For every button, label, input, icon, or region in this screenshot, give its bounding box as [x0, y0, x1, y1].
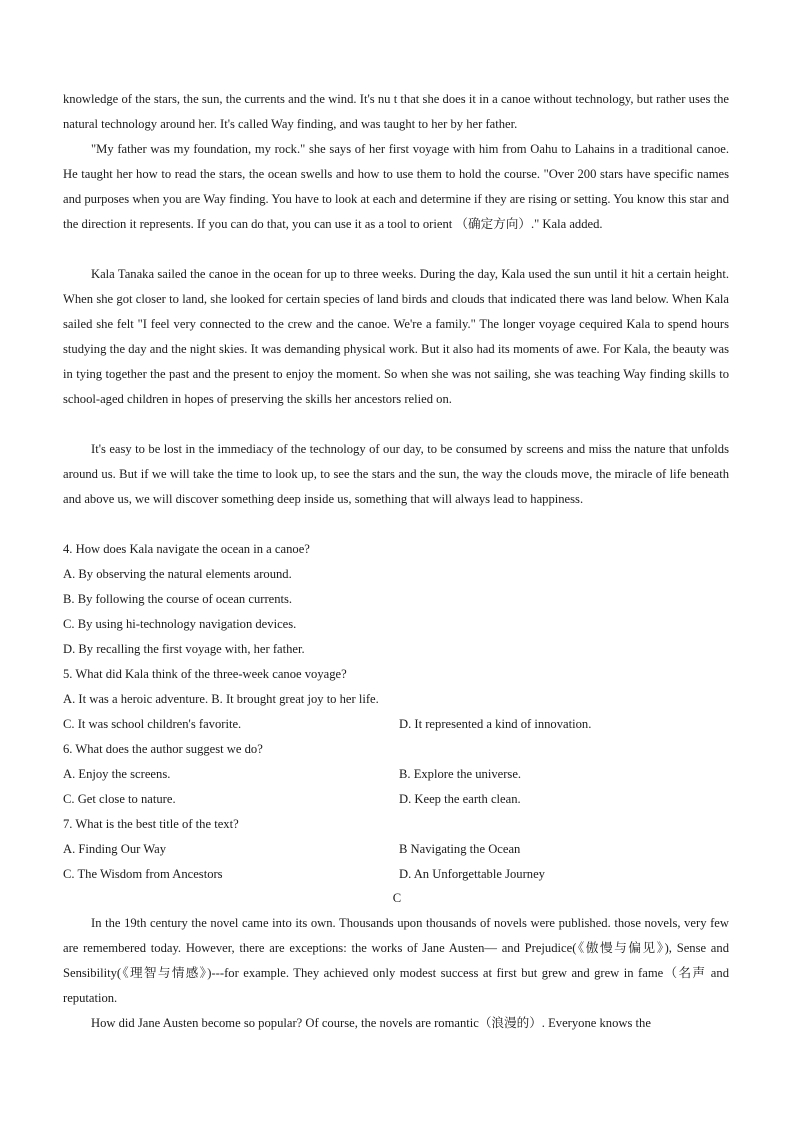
question-4-option-d[interactable]: D. By recalling the first voyage with, her father.	[63, 642, 305, 656]
section-c-heading: C	[392, 891, 402, 905]
question-7-option-c[interactable]: C. The Wisdom from Ancestors	[63, 867, 223, 881]
question-7-option-d[interactable]: D. An Unforgettable Journey	[399, 867, 545, 881]
question-7-option-b[interactable]: B Navigating the Ocean	[399, 842, 521, 856]
question-4-option-a[interactable]: A. By observing the natural elements around.	[63, 567, 292, 581]
question-5-option-d[interactable]: D. It represented a kind of innovation.	[399, 717, 592, 731]
question-6-option-b[interactable]: B. Explore the universe.	[399, 767, 522, 781]
passage-b-paragraph-father: "My father was my foundation, my rock." she says of her first voyage with him from Oahu to Lahains in a traditional canoe. He taught her how to read the stars, the ocean swells and how to use them to hold the course. "Over 200 stars have specific names and purposes when you are Way finding. You have to look at each and determine if they are rising or setting. You know this star and the direction it represents. If you can do that, you can use it as a tool to orient （确定方向）." Kala added.	[63, 142, 729, 231]
question-6-option-c[interactable]: C. Get close to nature.	[63, 792, 176, 806]
question-5-options-a-b[interactable]: A. It was a heroic adventure. B. It brought great joy to her life.	[63, 692, 379, 706]
section-c-paragraph-2: How did Jane Austen become so popular? Of course, the novels are romantic（浪漫的）. Everyone knows the	[91, 1016, 651, 1030]
question-5-stem: 5. What did Kala think of the three-week canoe voyage?	[63, 667, 347, 681]
section-c-paragraph-1: In the 19th century the novel came into its own. Thousands upon thousands of novels were published. those novels, very few are remembered today. However, there are exceptions: the works of Jane Austen— and Prejudice(《傲慢与偏见》), Sense and Sensibility(《理智与情感》)---for example. They achieved only modest success at first but grew and grew in fame（名声 and reputation.	[63, 916, 729, 1005]
passage-b-paragraph-conclusion: It's easy to be lost in the immediacy of the technology of our day, to be consumed by screens and miss the nature that unfolds around us. But if we will take the time to look up, to see the stars and the sun, the way the clouds move, the miracle of life beneath and above us, we will discover something deep inside us, something that will always lead to happiness.	[63, 442, 729, 506]
question-7-option-a[interactable]: A. Finding Our Way	[63, 842, 167, 856]
passage-b-paragraph-continued: knowledge of the stars, the sun, the currents and the wind. It's nu t that she does it in a canoe without technology, but rather uses the natural technology around her. It's called Way finding, and was taught to her by her father.	[63, 92, 729, 131]
question-6-option-d[interactable]: D. Keep the earth clean.	[399, 792, 521, 806]
question-7-stem: 7. What is the best title of the text?	[63, 817, 239, 831]
question-5-option-c[interactable]: C. It was school children's favorite.	[63, 717, 242, 731]
question-4-option-b[interactable]: B. By following the course of ocean currents.	[63, 592, 293, 606]
passage-b-paragraph-voyage: Kala Tanaka sailed the canoe in the ocean for up to three weeks. During the day, Kala used the sun until it hit a certain height. When she got closer to land, she looked for certain species of land birds and clouds that indicated there was land below. When Kala sailed she felt "I feel very connected to the crew and the canoe. We're a family." The longer voyage cequired Kala to spend hours studying the day and the night skies. It was demanding physical work. But it also had its moments of awe. For Kala, the beauty was in tying together the past and the present to enjoy the moment. So when she was not sailing, she was teaching Way finding skills to school-aged children in hopes of preserving the skills her ancestors relied on.	[63, 267, 729, 406]
question-4-stem: 4. How does Kala navigate the ocean in a canoe?	[63, 542, 310, 556]
question-4-option-c[interactable]: C. By using hi-technology navigation devices.	[63, 617, 297, 631]
question-6-option-a[interactable]: A. Enjoy the screens.	[63, 767, 171, 781]
question-6-stem: 6. What does the author suggest we do?	[63, 742, 263, 756]
